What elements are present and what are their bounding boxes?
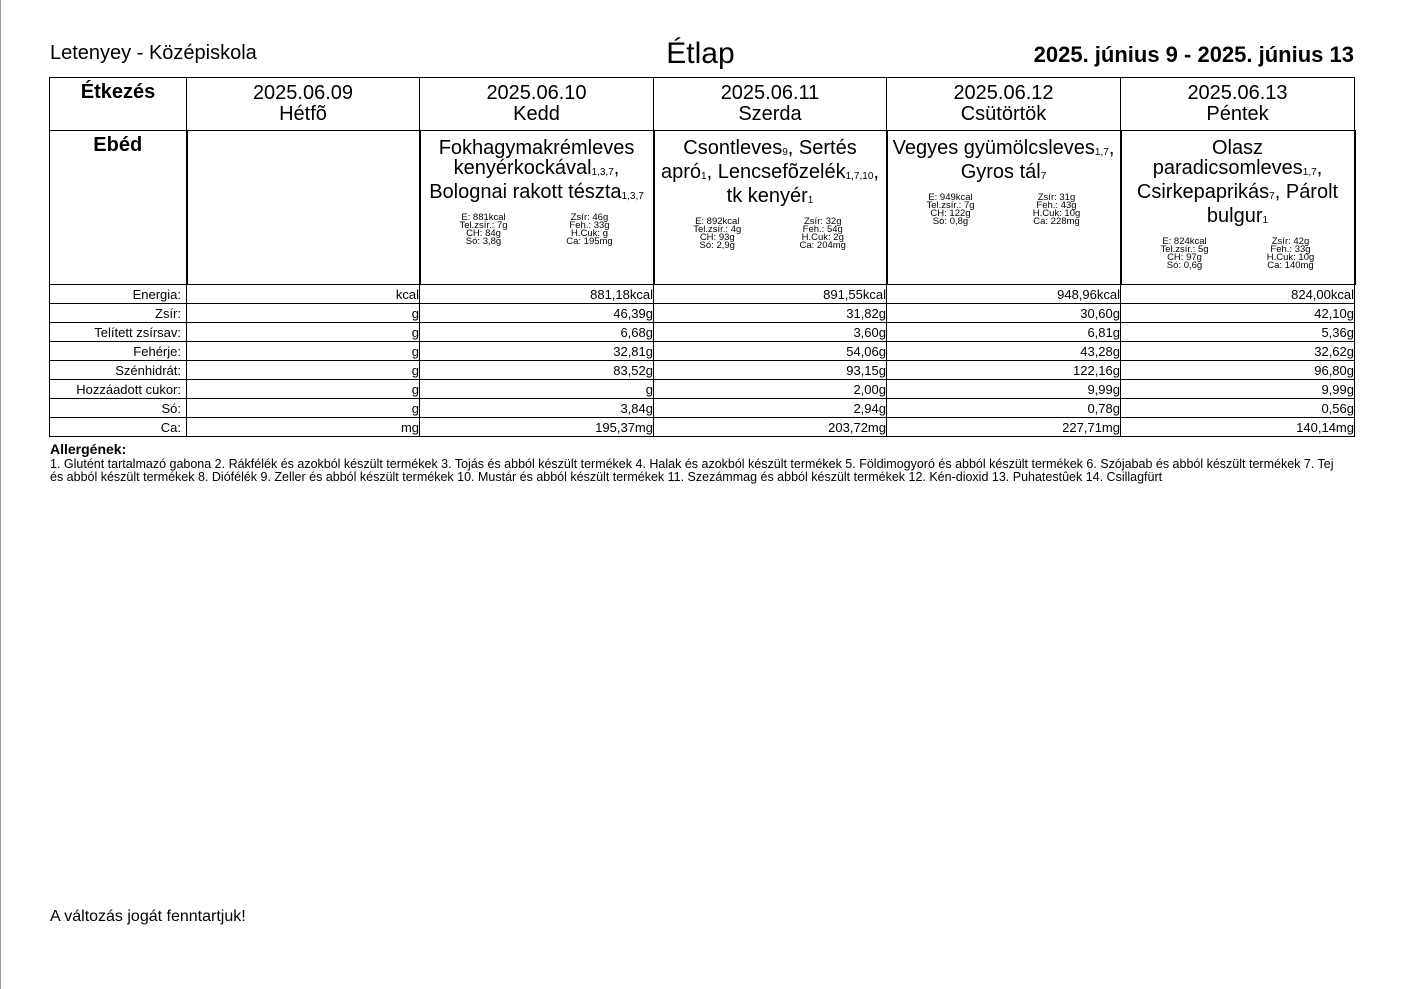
dish-cell-1 (420, 131, 654, 285)
day-date: 2025.06.11 (720, 82, 820, 104)
nutrition-value: 0,78g (887, 399, 1121, 418)
day-date: 2025.06.13 (1187, 82, 1288, 104)
dish-name (1122, 131, 1354, 230)
day-header-0 (187, 78, 420, 131)
nutrition-row (50, 323, 1355, 342)
nutrition-label: Energia: (50, 285, 187, 304)
day-header-1 (420, 78, 654, 131)
nutrient-item: Feh.: 54g (802, 224, 843, 235)
day-name: Csütörtök (960, 103, 1047, 125)
day-name: Hétfõ (279, 103, 327, 125)
nutrition-value: 32,62g (1121, 342, 1355, 361)
nutrient-item: H.Cuk: g (571, 228, 608, 239)
nutrition-value: g (187, 399, 420, 418)
nutrition-value: g (187, 361, 420, 380)
day-header-2 (654, 78, 887, 131)
dish-nutrient-summary (1136, 238, 1340, 270)
nutrition-value: kcal (187, 285, 420, 304)
nutrition-value: g (420, 380, 654, 399)
nutrition-value: 203,72mg (654, 418, 887, 437)
nutrition-value: 96,80g (1121, 361, 1355, 380)
nutrition-label: Telített zsírsav: (50, 323, 187, 342)
nutrition-row (50, 399, 1355, 418)
footer-note: A változás jogát fenntartjuk! (50, 908, 246, 925)
nutrient-item: Feh.: 43g (1036, 200, 1077, 211)
nutrition-row (50, 361, 1355, 380)
nutrition-value: g (187, 380, 420, 399)
nutrition-value: g (187, 304, 420, 323)
nutrition-value: 122,16g (887, 361, 1121, 380)
nutrient-item: Tel.zsír.: 7g (926, 200, 975, 211)
nutrition-row (50, 380, 1355, 399)
nutrition-value: 5,36g (1121, 323, 1355, 342)
nutrition-row (50, 418, 1355, 437)
nutrient-item: Ca: 204mg (799, 240, 846, 251)
nutrient-item: Feh.: 33g (1270, 244, 1311, 255)
day-date: 2025.06.09 (252, 82, 354, 104)
nutrient-item: E: 949kcal (928, 192, 973, 203)
nutrition-value: 31,82g (654, 304, 887, 323)
dish-text-part: Fokhagymakrémleves kenyérkockával (438, 137, 635, 179)
nutrient-item: Só: 0,8g (932, 216, 969, 227)
nutrient-item: E: 881kcal (461, 212, 506, 223)
day-header-4 (1121, 78, 1355, 131)
school-name: Letenyey - Középiskola (50, 42, 257, 64)
allergen-codes: 1 (807, 195, 814, 206)
header-row (50, 78, 1355, 131)
nutrition-value: 195,37mg (420, 418, 654, 437)
page-left-border (0, 0, 1, 989)
nutrition-value: 9,99g (887, 380, 1121, 399)
dish-nutrient-summary (902, 194, 1106, 226)
nutrition-label: Ca: (50, 418, 187, 437)
allergen-codes: 1,7 (1094, 147, 1109, 158)
dish-name (421, 131, 653, 206)
nutrition-value: 54,06g (654, 342, 887, 361)
nutrient-item: CH: 84g (466, 228, 501, 239)
dish-text-part: , Lencsefõzelék (706, 161, 846, 183)
nutrient-item: H.Cuk: 10g (1266, 252, 1315, 263)
dish-nutrient-summary (669, 218, 872, 250)
nutrient-item: Só: 0,6g (1166, 260, 1203, 271)
dish-cell-3 (887, 131, 1121, 285)
day-name: Kedd (513, 103, 560, 125)
nutrition-value: 42,10g (1121, 304, 1355, 323)
nutrition-value: 32,81g (420, 342, 654, 361)
nutrient-item: CH: 93g (699, 232, 735, 243)
nutrient-item: Só: 2,9g (699, 240, 735, 251)
nutrient-item: Ca: 228mg (1033, 216, 1080, 227)
allergen-codes: 1,3,7 (621, 191, 644, 202)
nutrition-value: 891,55kcal (654, 285, 887, 304)
allergen-list: 1. Glutént tartalmazó gabona 2. Rákfélék és azokból készült termékek 3. Tojás és abból készült termékek 4. Halak és azokból készült termékek 5. Földimogyoró és abból készült termékek 6. Szójabab és abból készült termékek 7. Tej és abból készült termékek 8. Diófélék 9. Zeller és abból készült termékek 10. Mustár és abból készült termékek 11. Szezámmag és abból készült termékek 12. Kén-dioxid 13. Puhatestûek 14. Csillagfürt (50, 457, 1334, 484)
day-name: Szerda (738, 103, 802, 125)
nutrition-value: 6,68g (420, 323, 654, 342)
dish-text-part: Vegyes gyümölcsleves (892, 137, 1095, 159)
allergen-codes: 1,7,10 (845, 171, 874, 182)
nutrient-item: CH: 97g (1167, 252, 1202, 263)
menu-table (49, 77, 1356, 437)
allergen-codes: 7 (1040, 171, 1047, 182)
nutrient-item: Zsír: 31g (1037, 192, 1076, 203)
nutrient-item: Ca: 140mg (1267, 260, 1314, 271)
allergen-codes: 9 (782, 147, 788, 158)
nutrition-value: 2,94g (654, 399, 887, 418)
meal-label: Ebéd (50, 131, 187, 285)
dish-text-part: Olasz paradicsomleves (1152, 137, 1303, 179)
nutrition-label: Zsír: (50, 304, 187, 323)
dish-text-part: , Sertés apró (661, 137, 857, 183)
dish-text-part: , Párolt bulgur (1206, 181, 1339, 227)
allergen-title: Allergének: (50, 441, 127, 457)
date-range: 2025. június 9 - 2025. június 13 (1033, 42, 1354, 67)
nutrition-value: 3,60g (654, 323, 887, 342)
nutrient-item: Zsír: 42g (1271, 236, 1310, 247)
nutrient-item: Tel.zsír.: 4g (693, 224, 742, 235)
nutrition-value: g (187, 323, 420, 342)
nutrition-value: 824,00kcal (1121, 285, 1355, 304)
nutrition-label: Szénhidrát: (50, 361, 187, 380)
nutrient-item: Ca: 195mg (566, 236, 613, 247)
dish-name (888, 131, 1120, 186)
nutrition-label: Hozzáadott cukor: (50, 380, 187, 399)
nutrition-value: 83,52g (420, 361, 654, 380)
nutrient-item: H.Cuk: 2g (801, 232, 844, 243)
nutrient-item: H.Cuk: 10g (1032, 208, 1081, 219)
nutrient-item: Zsír: 32g (804, 216, 842, 227)
nutrition-value: 881,18kcal (420, 285, 654, 304)
corner-label: Étkezés (50, 78, 187, 131)
nutrition-value: 227,71mg (887, 418, 1121, 437)
dish-cell-4 (1121, 131, 1355, 285)
nutrition-value: g (187, 342, 420, 361)
allergen-codes: 1,7 (1302, 167, 1317, 178)
dish-text-part: , tk kenyér (726, 161, 879, 207)
nutrition-value: 6,81g (887, 323, 1121, 342)
day-header-3 (887, 78, 1121, 131)
dish-cell-0 (187, 131, 420, 285)
nutrition-value: 948,96kcal (887, 285, 1121, 304)
dish-cell-2 (654, 131, 887, 285)
dish-nutrient-summary (435, 214, 639, 246)
nutrient-item: Só: 3,8g (465, 236, 502, 247)
nutrition-value: 140,14mg (1121, 418, 1355, 437)
day-date: 2025.06.10 (486, 82, 587, 104)
dish-name (655, 131, 886, 210)
allergen-codes: 1 (701, 171, 707, 182)
nutrition-value: 9,99g (1121, 380, 1355, 399)
nutrition-row (50, 304, 1355, 323)
nutrition-row (50, 285, 1355, 304)
nutrition-value: 93,15g (654, 361, 887, 380)
nutrition-row (50, 342, 1355, 361)
nutrition-value: 46,39g (420, 304, 654, 323)
nutrient-item: Zsír: 46g (570, 212, 609, 223)
nutrition-label: Fehérje: (50, 342, 187, 361)
nutrient-item: CH: 122g (930, 208, 971, 219)
nutrition-value: 43,28g (887, 342, 1121, 361)
nutrition-value: 3,84g (420, 399, 654, 418)
page-title: Étlap (666, 37, 735, 70)
day-date: 2025.06.12 (953, 82, 1054, 104)
nutrition-label: Só: (50, 399, 187, 418)
allergen-codes: 1,3,7 (591, 167, 614, 178)
dish-text-part: , Csirkepaprikás (1136, 157, 1323, 203)
dish-text-part: , Gyros tál (960, 137, 1115, 183)
dish-text-part: , Bolognai rakott tészta (429, 157, 622, 203)
nutrient-item: Tel.zsír.: 5g (1160, 244, 1209, 255)
nutrient-item: E: 892kcal (695, 216, 740, 227)
nutrient-item: Feh.: 33g (569, 220, 610, 231)
day-name: Péntek (1206, 103, 1269, 125)
allergen-codes: 1 (1262, 215, 1269, 226)
allergen-codes: 7 (1269, 191, 1275, 202)
nutrition-value: 2,00g (654, 380, 887, 399)
meal-row-ebed (50, 131, 1355, 285)
nutrition-value: 0,56g (1121, 399, 1355, 418)
nutrient-item: Tel.zsír.: 7g (459, 220, 508, 231)
nutrition-value: mg (187, 418, 420, 437)
nutrition-value: 30,60g (887, 304, 1121, 323)
dish-text-part: Csontleves (683, 137, 783, 159)
nutrient-item: E: 824kcal (1162, 236, 1207, 247)
